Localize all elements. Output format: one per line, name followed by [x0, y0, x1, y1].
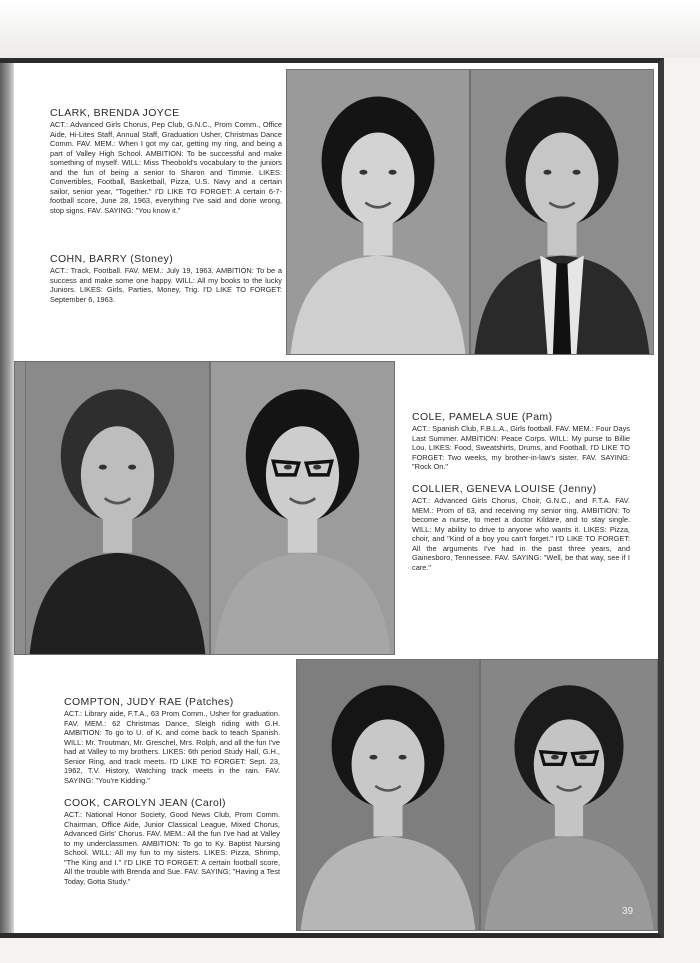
portrait-face — [526, 132, 599, 227]
entry-clark — [50, 107, 282, 217]
book-spine — [0, 63, 14, 933]
student-bio: ACT.: National Honor Society, Good News Club, Prom Comm. Chairman, Office Aide, Junior Classical League, Mixed Chorus, Advanced Girls' Chorus. FAV. MEM.: All the fun I've had at Valley to my underclassmen. AMBITION: To go to Ky. Baptist Nursing School. WILL: All my fun to my sisters. LIKES: Pizza, Shrimp, "The King and I." I'D LIKE TO FORGET: A certain football score, All the trouble with Brenda and Sue. FAV. SAYING: "Having a Test Today, Gotta Study." — [64, 810, 280, 886]
entry-cook — [64, 797, 280, 888]
yearbook-page — [0, 58, 664, 938]
student-bio: ACT.: Spanish Club, F.B.L.A., Girls football. FAV. MEM.: Four Days Last Summer. AMBITION: Peace Corps. WILL: My purse to Billie Lou. LIKES: Food, Sweatshirts, Drums, and Football. I'D LIKE TO FORGET: Two weeks, my brother-in-law's sister. FAV. SAYING: "Rock On." — [412, 424, 630, 471]
entry-compton — [64, 696, 280, 787]
student-bio: ACT.: Library aide, F.T.A., 63 Prom Comm., Usher for graduation. FAV. MEM.: 62 Christmas Dance, Sleigh riding with G.H. AMBITION: To go to U. of K. and come back to teach Spanish. WILL: Mr. Troutman, Mr. Greschel, Mrs. Rolph, and all the fun I've had at Valley to my brothers. LIKES: 6th period Study Hall, G.H., Senior Ring, and track meets. I'D LIKE TO FORGET: Sept. 23, 1962, T.V. History, Watching track meets in the rain. FAV. SAYING: "You're Kidding." — [64, 709, 280, 785]
portrait-eye — [579, 755, 587, 760]
photo-cohn — [470, 69, 654, 355]
portrait-svg — [297, 660, 479, 930]
portrait-eye — [369, 755, 377, 760]
student-name: CLARK, BRENDA JOYCE — [50, 107, 180, 119]
entry-collier — [412, 483, 630, 574]
entry-cohn — [50, 253, 282, 306]
portrait-eye — [399, 755, 407, 760]
portrait-eye — [551, 755, 559, 760]
portrait-svg — [211, 362, 394, 654]
student-name: COOK, CAROLYN JEAN (Carol) — [64, 797, 226, 809]
portrait-eye — [573, 170, 581, 175]
student-bio: ACT.: Advanced Girls Chorus, Pep Club, G.N.C., Prom Comm., Office Aide, Hi-Lites Staff, Annual Staff, Graduation Usher, Christmas Dance Comm. FAV. MEM.: When I got my car, getting my ring, and being a part of Valley High School. AMBITION: To be successful and make something of myself. WILL: Miss Theobold's vocabulary to the juniors and the fun of being a senior to Sharon and Timmie. LIKES: Convertibles, Football, Basketball, Pizza, U.S. Navy and a certain sailor, senior year, "Together." I'D LIKE TO FORGET: A certain 6-7-football score, June 28, 1963, everything I've said and done wrong, stop signs. FAV. SAYING: "You know it." — [50, 120, 282, 215]
student-bio: ACT.: Advanced Girls Chorus, Choir, G.N.C., and F.T.A. FAV. MEM.: Prom of 63, and receiving my senior ring. AMBITION: To become a nurse, to meet a doctor Kildare, and to stay single. WILL: My ability to drive to anyone who wants it. LIKES: Pizza, choir, and "Kind of a boy you can't forget." I'D LIKE TO FORGET: All the arguments I've had in the past three years, and Gainesboro, Tennessee. FAV. SAYING: "Well, be that way, see if I care." — [412, 496, 630, 572]
portrait-svg — [471, 70, 653, 354]
portrait-face — [81, 426, 154, 523]
photo-collier — [210, 361, 395, 655]
top-shadow — [0, 0, 700, 58]
student-name: COMPTON, JUDY RAE (Patches) — [64, 696, 234, 708]
portrait-face — [352, 719, 425, 809]
portrait-eye — [543, 170, 551, 175]
student-name: COHN, BARRY (Stoney) — [50, 253, 174, 265]
photo-compton — [296, 659, 480, 931]
portrait-eye — [128, 465, 136, 470]
photo-cook — [480, 659, 658, 931]
portrait-svg — [26, 362, 209, 654]
portrait-svg — [287, 70, 469, 354]
portrait-eye — [389, 170, 397, 175]
student-bio: ACT.: Track, Football. FAV. MEM.: July 19, 1963. AMBITION: To be a success and make some one happy. WILL: All my books to the lucky Juniors. LIKES: Girls, Parties, Money, Trig. I'D LIKE TO FORGET: September 6, 1963. — [50, 266, 282, 304]
portrait-eye — [99, 465, 107, 470]
page-number: 39 — [622, 906, 634, 917]
portrait-face — [342, 132, 415, 227]
photo-clark — [286, 69, 470, 355]
student-name: COLE, PAMELA SUE (Pam) — [412, 411, 553, 423]
entry-cole — [412, 411, 630, 474]
student-name: COLLIER, GENEVA LOUISE (Jenny) — [412, 483, 597, 495]
portrait-eye — [359, 170, 367, 175]
portrait-eye — [284, 465, 292, 470]
portrait-eye — [313, 465, 321, 470]
photo-cole — [25, 361, 210, 655]
portrait-svg — [481, 660, 657, 930]
